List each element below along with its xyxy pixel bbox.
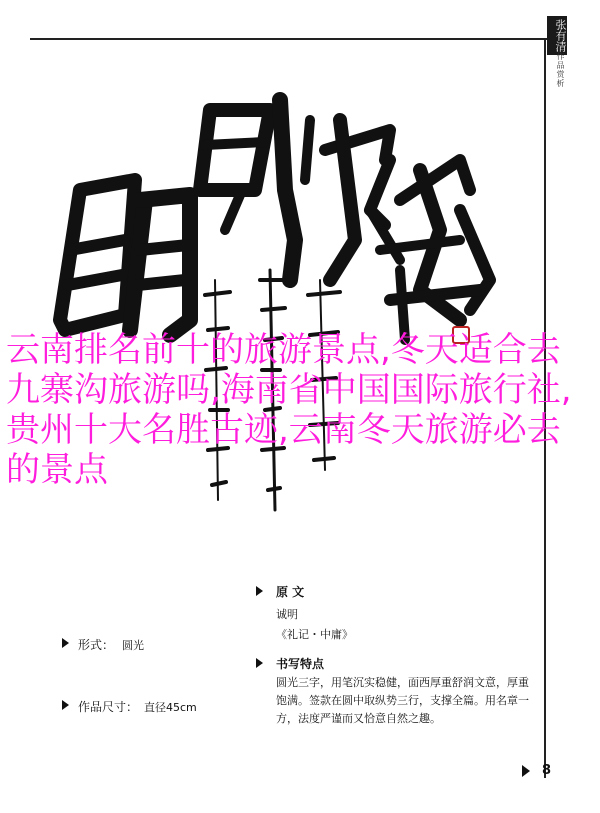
features-heading: 书写特点	[276, 657, 325, 671]
original-text-source: 《礼记・中庸》	[276, 628, 353, 641]
bullet-triangle-icon	[256, 658, 263, 668]
size-label: 作品尺寸：	[78, 700, 139, 714]
top-rule	[30, 38, 548, 40]
side-caption: 作品赏析	[556, 52, 565, 88]
headline-overlay: 云南排名前十的旅游景点,冬天适合去九寨沟旅游吗,海南省中国国际旅行社,贵州十大名胜古迹,云南冬天旅游必去的景点	[6, 330, 572, 490]
form-value: 圆光	[122, 639, 144, 652]
page-number: 8	[542, 763, 552, 778]
page-marker-icon	[522, 765, 530, 777]
bullet-triangle-icon	[62, 700, 69, 710]
features-paragraph: 圆光三字，用笔沉实稳健，面西厚重舒润文意，厚重饱满。签款在圆中取纵势三行，支撑全篇。用名章一方，法度严谨而又恰意自然之趣。	[276, 676, 529, 725]
author-tab: 张有清	[547, 16, 567, 55]
bullet-triangle-icon	[256, 586, 263, 596]
original-text-heading: 原 文	[276, 585, 305, 599]
original-text-line: 诚明	[276, 608, 298, 621]
size-value: 直径45cm	[144, 701, 197, 714]
bullet-triangle-icon	[62, 638, 69, 648]
form-label: 形式：	[78, 638, 115, 652]
